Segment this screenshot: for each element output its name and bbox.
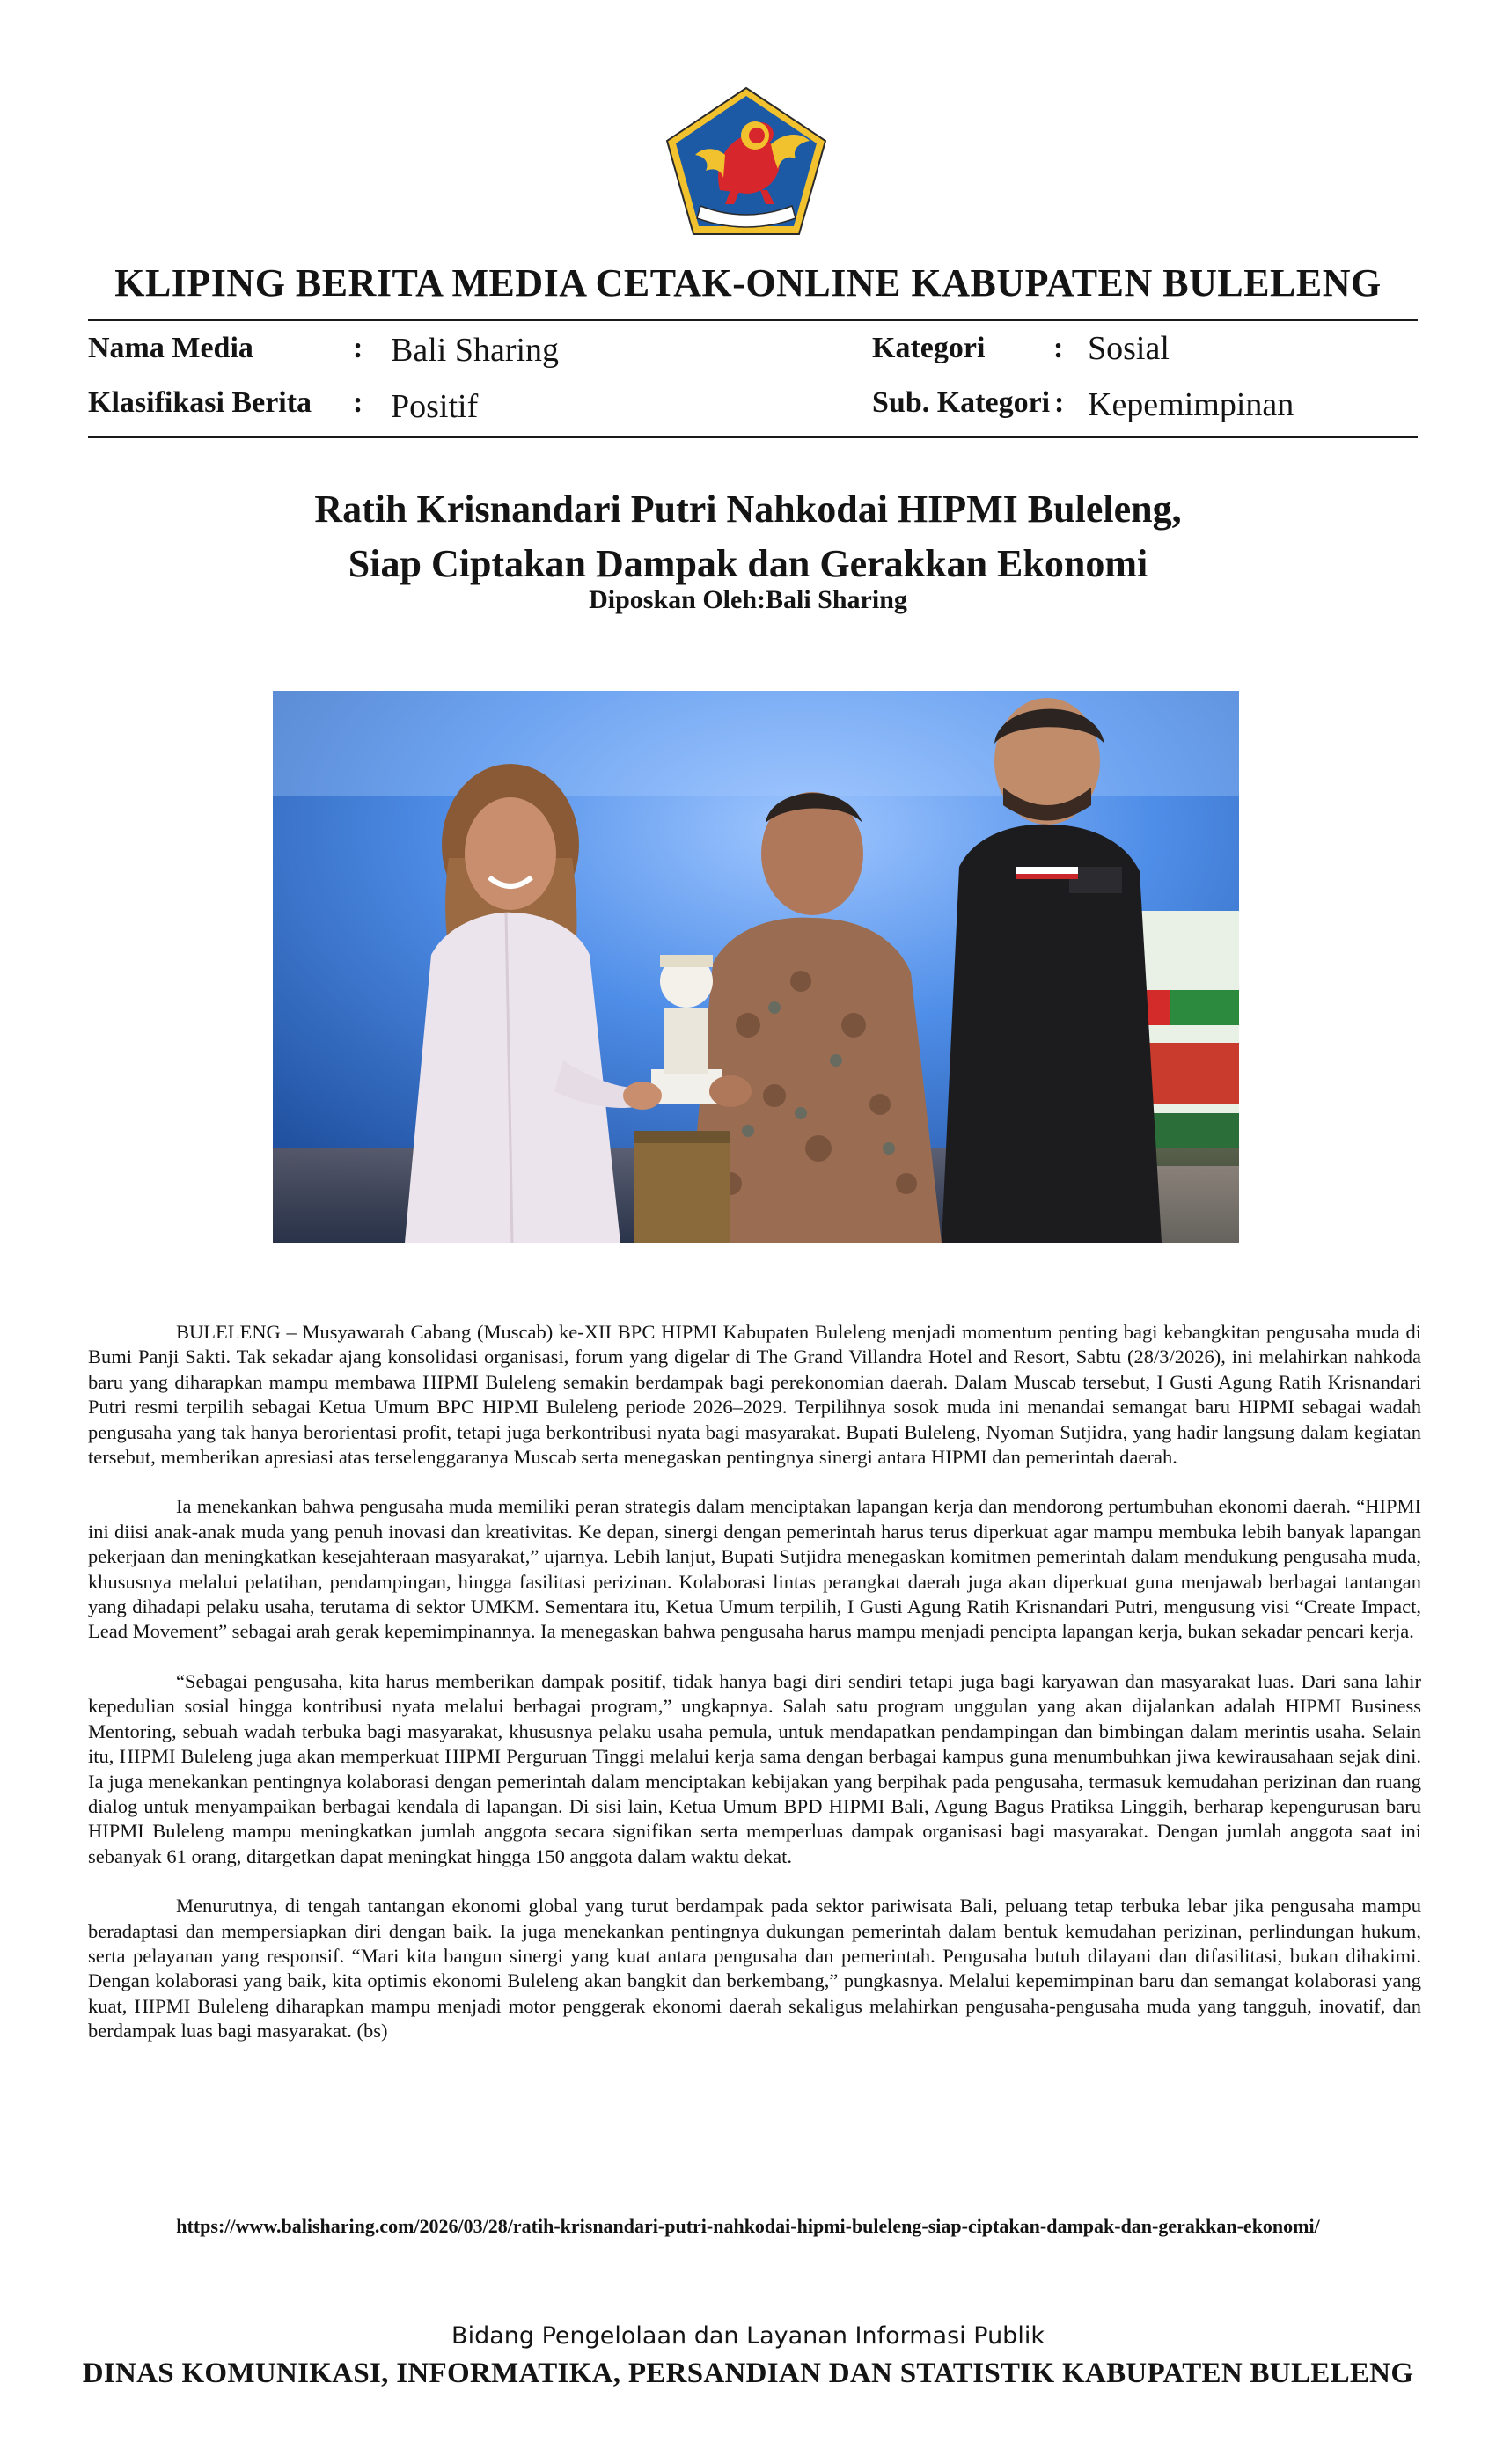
news-classification-colon: : <box>353 386 363 419</box>
footer-division-name: Bidang Pengelolaan dan Layanan Informasi Publik <box>451 2322 1045 2350</box>
header-divider-top <box>88 319 1418 321</box>
article-paragraph-3: “Sebagai pengusaha, kita harus memberikan dampak positif, tidak hanya bagi diri sendiri tetapi juga bagi karyawan dan masyarakat luas. Dari sana lahir kepedulian sosial hingga kontribusi nyata melalui berbagai program,” ungkapnya. Salah satu program unggulan yang akan dijalankan adalah HIPMI Business Mentoring, sebuah wadah terbuka bagi masyarakat, khususnya pelaku usaha pemula, untuk mendapatkan pendampingan dan bimbingan dalam merintis usaha. Selain itu, HIPMI Buleleng juga akan memperkuat HIPMI Perguruan Tinggi melalui kerja sama dengan berbagai kampus guna menumbuhkan jiwa kewirausahaan sejak dini. Ia juga menekankan pentingnya kolaborasi dengan pemerintah dalam menciptakan kebijakan yang berpihak pada pengusaha, termasuk kemudahan perizinan dan ruang dialog untuk menyampaikan berbagai kendala di lapangan. Di sisi lain, Ketua Umum BPD HIPMI Bali, Agung Bagus Pratiksa Linggih, berharap kepengurusan baru HIPMI Buleleng mampu meningkatkan jumlah anggota secara signifikan serta memperluas dampak organisasi bagi masyarakat. Dengan jumlah anggota saat ini sebanyak 61 orang, ditargetkan dapat meningkat hingga 150 anggota dalam waktu dekat. <box>88 1669 1421 1867</box>
category-value: Sosial <box>1088 330 1170 367</box>
category-colon: : <box>1053 332 1064 364</box>
article-title-line-1: Ratih Krisnandari Putri Nahkodai HIPMI Buleleng, <box>314 488 1182 531</box>
header-divider-bottom <box>88 436 1418 438</box>
article-body <box>88 1320 1421 2069</box>
news-classification-value: Positif <box>391 388 479 425</box>
article-photo <box>273 691 1239 1243</box>
footer-agency-name: DINAS KOMUNIKASI, INFORMATIKA, PERSANDIAN DAN STATISTIK KABUPATEN BULELENG <box>82 2358 1414 2389</box>
sub-category-value: Kepemimpinan <box>1088 386 1294 423</box>
media-name-value: Bali Sharing <box>391 332 560 369</box>
article-paragraph-2: Ia menekankan bahwa pengusaha muda memiliki peran strategis dalam menciptakan lapangan kerja dan mendorong pertumbuhan ekonomi daerah. “HIPMI ini diisi anak-anak muda yang penuh inovasi dan kreativitas. Ke depan, sinergi dengan pemerintah harus terus diperkuat agar mampu membuka lebih banyak lapangan pekerjaan dan meningkatkan kesejahteraan masyarakat,” ujarnya. Lebih lanjut, Bupati Sutjidra menegaskan komitmen pemerintah dalam mendukung pengusaha muda, khususnya melalui pelatihan, pendampingan, hingga fasilitasi perizinan. Kolaborasi lintas perangkat daerah juga akan diperkuat guna menjawab berbagai tantangan yang dihadapi pelaku usaha, terutama di sektor UMKM. Sementara itu, Ketua Umum terpilih, I Gusti Agung Ratih Krisnandari Putri, mengusung visi “Create Impact, Lead Movement” sebagai arah gerak kepemimpinannya. Ia menegaskan bahwa pengusaha harus mampu menjadi pencipta lapangan kerja, bukan sekadar pencari kerja. <box>88 1495 1421 1643</box>
article-paragraph-4: Menurutnya, di tengah tantangan ekonomi global yang turut berdampak pada sektor pariwisata Bali, peluang tetap terbuka lebar jika pengusaha mampu beradaptasi dan mempersiapkan diri dengan baik. Ia juga menekankan pentingnya dukungan pemerintah dalam bentuk kemudahan perizinan, perlindungan hukum, serta pelayanan yang responsif. “Mari kita bangun sinergi yang kuat antara pengusaha dan pemerintah. Pengusaha butuh dilayani dan difasilitasi, bukan dihakimi. Dengan kolaborasi yang baik, kita optimis ekonomi Buleleng akan bangkit dan berkembang,” pungkasnya. Melalui kepemimpinan baru dan semangat kolaborasi yang kuat, HIPMI Buleleng diharapkan mampu menjadi motor penggerak ekonomi daerah sekaligus melahirkan pengusaha-pengusaha muda yang tangguh, inovatif, dan berdampak luas bagi masyarakat. (bs) <box>88 1895 1421 2042</box>
sub-category-label: Sub. Kategori <box>872 386 1051 419</box>
article-byline: Diposkan Oleh:Bali Sharing <box>589 585 907 614</box>
event-photo-icon <box>273 691 1239 1243</box>
sub-category-colon: : <box>1054 386 1065 419</box>
article-title <box>0 482 1496 591</box>
media-name-colon: : <box>353 332 363 364</box>
article-title-line-2: Siap Ciptakan Dampak dan Gerakkan Ekonomi <box>348 542 1148 585</box>
buleleng-emblem-icon <box>664 84 829 238</box>
media-name-label: Nama Media <box>88 332 253 364</box>
category-label: Kategori <box>872 332 986 364</box>
source-url-link[interactable]: https://www.balisharing.com/2026/03/28/ratih-krisnandari-putri-nahkodai-hipmi-buleleng-siap-ciptakan-dampak-dan-gerakkan-ekonomi/ <box>176 2215 1320 2237</box>
clipping-header-title: KLIPING BERITA MEDIA CETAK-ONLINE KABUPATEN BULELENG <box>114 261 1382 304</box>
news-classification-label: Klasifikasi Berita <box>88 386 312 419</box>
article-paragraph-1: BULELENG – Musyawarah Cabang (Muscab) ke-XII BPC HIPMI Kabupaten Buleleng menjadi momentum penting bagi kebangkitan pengusaha muda di Bumi Panji Sakti. Tak sekadar ajang konsolidasi organisasi, forum yang digelar di The Grand Villandra Hotel and Resort, Sabtu (28/3/2026), ini melahirkan nahkoda baru yang diharapkan mampu membawa HIPMI Buleleng semakin berdampak bagi perekonomian daerah. Dalam Muscab tersebut, I Gusti Agung Ratih Krisnandari Putri resmi terpilih sebagai Ketua Umum BPC HIPMI Buleleng periode 2026–2029. Terpilihnya sosok muda ini menandai semangat baru HIPMI sebagai wadah pengusaha yang tak hanya berorientasi profit, tetapi juga berkontribusi nyata bagi masyarakat. Bupati Buleleng, Nyoman Sutjidra, yang hadir langsung dalam kegiatan tersebut, memberikan apresiasi atas terselenggaranya Muscab serta menegaskan pentingnya sinergi antara HIPMI dan pemerintah daerah. <box>88 1321 1421 1469</box>
